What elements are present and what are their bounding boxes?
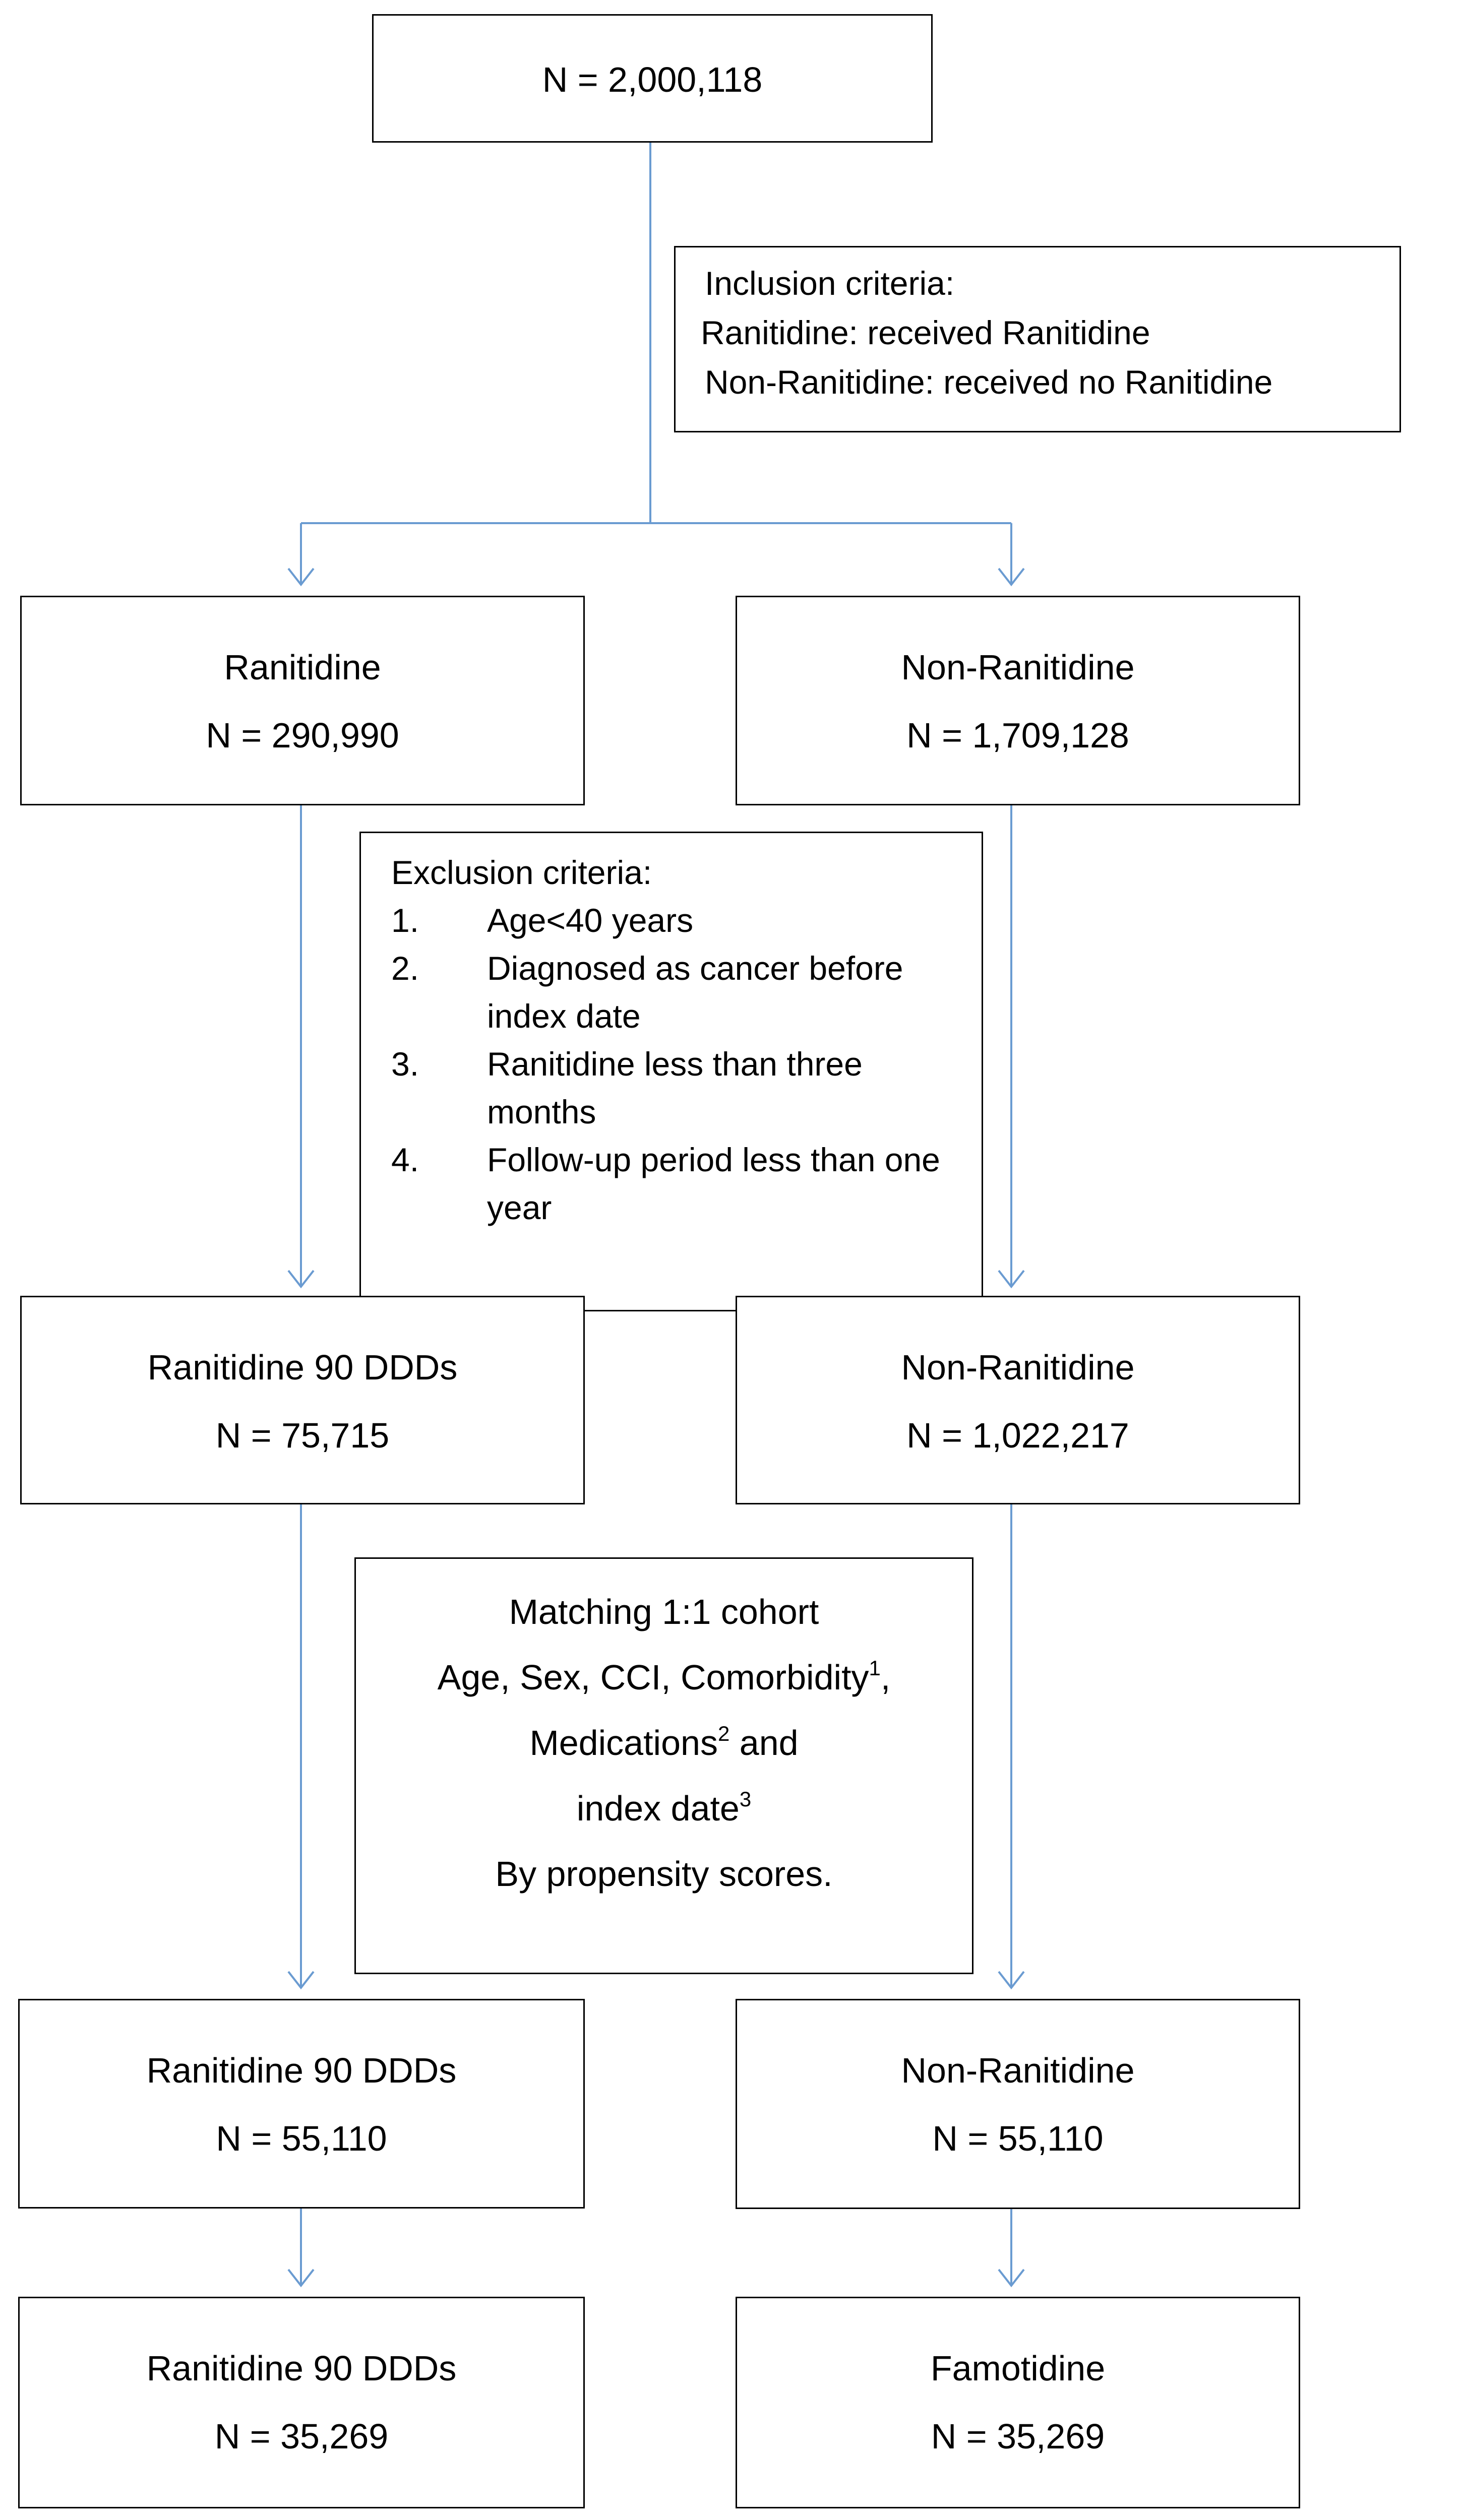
famotidine-box: [736, 2297, 1300, 2508]
footnote-1: 1: [869, 1656, 881, 1680]
exclusion-item-number: 2.: [391, 950, 419, 987]
exclusion-title: Exclusion criteria:: [391, 854, 652, 891]
matched-ranitidine-label: Ranitidine 90 DDDs: [146, 2051, 457, 2090]
non-ranitidine-box: [736, 596, 1300, 805]
exclusion-item-text: Follow-up period less than one year: [487, 1141, 940, 1226]
inclusion-ranitidine-text: : received Ranitidine: [848, 314, 1150, 351]
exclusion-item-text: Ranitidine less than three months: [487, 1045, 863, 1130]
inclusion-non-ranitidine-line: [701, 357, 1399, 407]
inclusion-non-label: Non-Ranitidine: [705, 363, 925, 401]
exclusion-item-text: Diagnosed as cancer before index date: [487, 950, 903, 1035]
ranitidine-90-ddds-label: Ranitidine 90 DDDs: [147, 1348, 458, 1387]
non-ranitidine-filtered-count: N = 1,022,217: [906, 1416, 1129, 1455]
inclusion-ranitidine-label: Ranitidine: [701, 314, 849, 351]
inclusion-title: Inclusion criteria:: [705, 265, 955, 302]
matched-non-ranitidine-count: N = 55,110: [932, 2119, 1104, 2158]
matching-line-5: By propensity scores.: [495, 1854, 833, 1894]
inclusion-non-text: : received no Ranitidine: [925, 363, 1273, 401]
non-ranitidine-count: N = 1,709,128: [906, 716, 1129, 755]
root-count: N = 2,000,118: [542, 60, 763, 99]
ranitidine-count: N = 290,990: [206, 716, 399, 755]
inclusion-criteria-box: [674, 246, 1401, 432]
exclusion-item: [391, 1136, 966, 1232]
inclusion-ranitidine-line: [701, 308, 1399, 357]
ranitidine-90-ddds-count: N = 75,715: [215, 1416, 390, 1455]
non-ranitidine-filtered-label: Non-Ranitidine: [901, 1348, 1135, 1387]
footnote-3: 3: [739, 1787, 752, 1811]
exclusion-item: [391, 1040, 966, 1136]
matching-line-1: Matching 1:1 cohort: [509, 1592, 819, 1631]
matched-non-ranitidine-box: [736, 1999, 1300, 2209]
final-ranitidine-count: N = 35,269: [214, 2417, 389, 2456]
famotidine-label: Famotidine: [930, 2349, 1106, 2388]
ranitidine-label: Ranitidine: [224, 648, 381, 687]
exclusion-item-number: 3.: [391, 1045, 419, 1083]
final-ranitidine-label: Ranitidine 90 DDDs: [146, 2349, 457, 2388]
exclusion-item-number: 1.: [391, 902, 419, 939]
matched-ranitidine-count: N = 55,110: [216, 2119, 387, 2158]
matching-box: [354, 1557, 973, 1974]
matching-line-2: Age, Sex, CCI, Comorbidity$^1$,: [437, 1656, 891, 1697]
matching-line-3: Medications$^2$ and: [529, 1722, 799, 1762]
matching-line-4: index date$^3$: [576, 1787, 752, 1828]
root-box: [372, 14, 933, 143]
ranitidine-90-ddds-box: [20, 1296, 585, 1504]
matched-non-ranitidine-label: Non-Ranitidine: [901, 2051, 1135, 2090]
exclusion-item-text: Age<40 years: [487, 902, 694, 939]
exclusion-item-number: 4.: [391, 1141, 419, 1178]
non-ranitidine-label: Non-Ranitidine: [901, 648, 1135, 687]
non-ranitidine-filtered-box: [736, 1296, 1300, 1504]
exclusion-list: [391, 897, 966, 1232]
exclusion-item: [391, 897, 966, 944]
exclusion-criteria-box: [359, 832, 983, 1311]
final-ranitidine-box: [18, 2297, 585, 2508]
exclusion-item: [391, 944, 966, 1040]
matched-ranitidine-box: [18, 1999, 585, 2209]
ranitidine-box: [20, 596, 585, 805]
footnote-2: 2: [717, 1722, 730, 1745]
famotidine-count: N = 35,269: [931, 2417, 1105, 2456]
